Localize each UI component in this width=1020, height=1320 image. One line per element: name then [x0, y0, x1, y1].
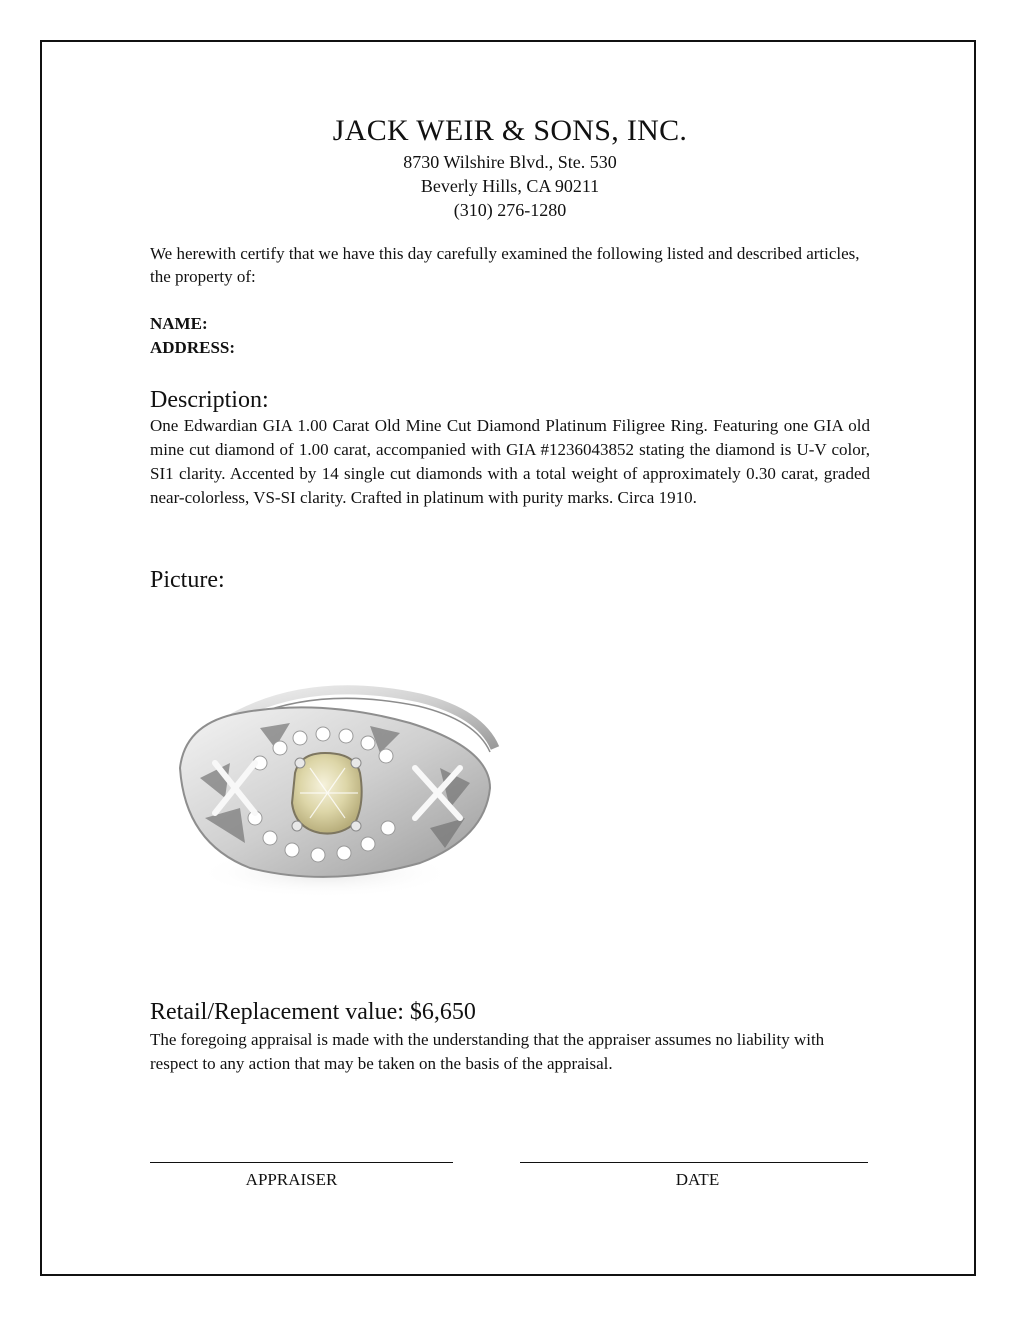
ring-photo: [160, 668, 510, 908]
company-name: JACK WEIR & SONS, INC.: [332, 114, 688, 147]
address-label: ADDRESS:: [150, 338, 236, 357]
document-border: [40, 40, 976, 1276]
appraiser-label: APPRAISER: [245, 1170, 338, 1189]
picture-heading: Picture:: [150, 567, 225, 593]
city-state-zip: Beverly Hills, CA 90211: [420, 176, 600, 196]
description-heading: Description:: [150, 387, 269, 413]
letterhead: [0, 112, 1020, 222]
street-address: 8730 Wilshire Blvd., Ste. 530: [403, 152, 617, 172]
owner-fields: [150, 312, 870, 360]
date-signature-line: [520, 1162, 868, 1163]
date-label: DATE: [675, 1170, 720, 1189]
liability-disclaimer: The foregoing appraisal is made with the understanding that the appraiser assumes no liability with respect to any action that may be taken on the basis of the appraisal.: [150, 1030, 825, 1073]
name-label: NAME:: [150, 314, 208, 333]
phone-number: (310) 276-1280: [453, 200, 567, 220]
certification-intro: We herewith certify that we have this day carefully examined the following listed and described articles, the property of:: [150, 244, 860, 286]
appraiser-signature-line: [150, 1162, 453, 1163]
description-body: One Edwardian GIA 1.00 Carat Old Mine Cut Diamond Platinum Filigree Ring. Featuring one GIA old mine cut diamond of 1.00 carat, accompanied with GIA #1236043852 stating the diamond is U-V color, SI1 clarity. Accented by 14 single cut diamonds with a total weight of approximately 0.30 carat, graded near-colorless, VS-SI clarity. Crafted in platinum with purity marks. Circa 1910.: [150, 416, 870, 507]
retail-value-heading: Retail/Replacement value: $6,650: [150, 999, 476, 1025]
